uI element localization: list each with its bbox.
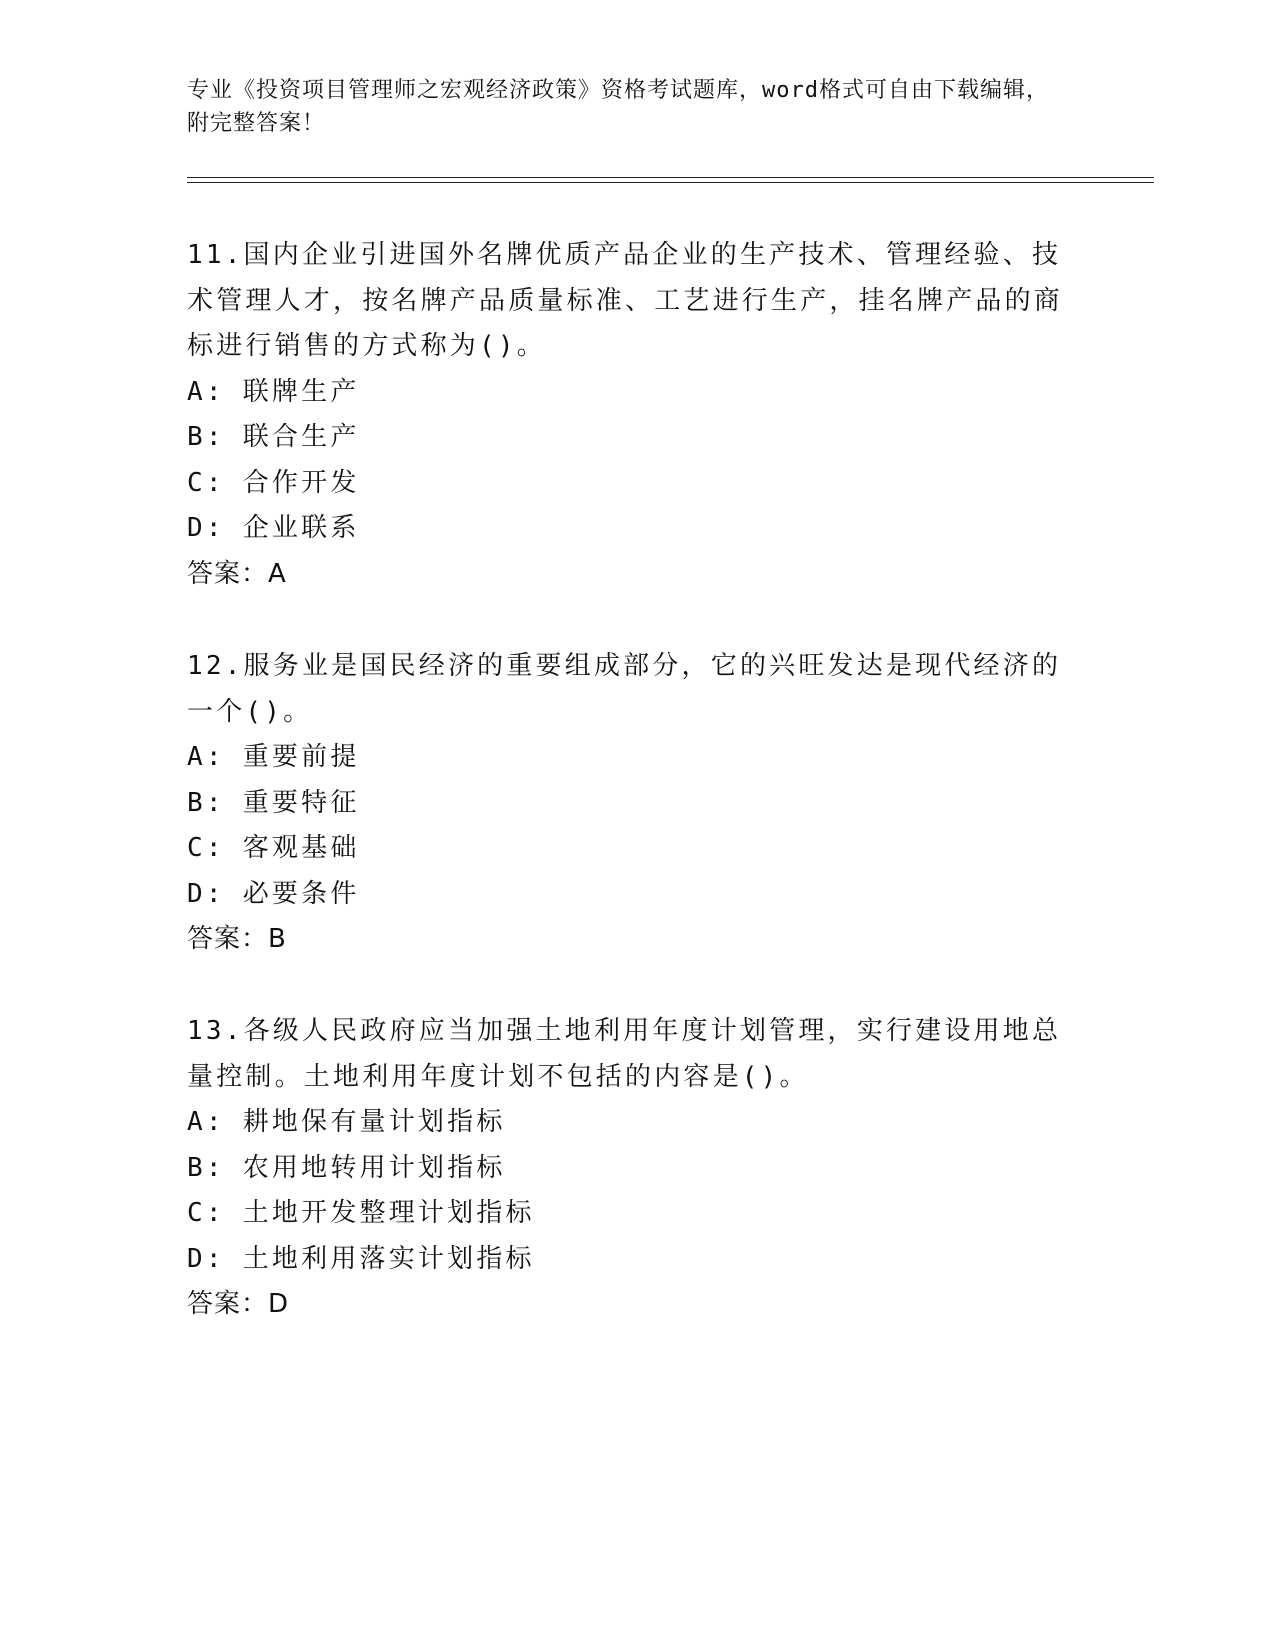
option-text: 客观基础 — [242, 833, 360, 863]
option-letter: B: — [187, 787, 225, 818]
question-12 — [187, 644, 1077, 963]
option-d — [187, 872, 1077, 918]
option-letter: D: — [187, 513, 225, 543]
option-a — [187, 370, 1077, 416]
option-a — [187, 1100, 1077, 1146]
question-stem: 13.各级人民政府应当加强土地利用年度计划管理，实行建设用地总量控制。土地利用年度计划不包括的内容是()。 — [187, 1016, 1062, 1092]
option-c — [187, 826, 1077, 872]
option-letter: A: — [187, 1107, 225, 1137]
answer-line: 答案：B — [187, 924, 287, 954]
answer-line: 答案：D — [187, 1289, 290, 1319]
option-b — [187, 1146, 1077, 1192]
option-text: 联合生产 — [242, 422, 360, 452]
question-11 — [187, 233, 1077, 597]
document-header: 专业《投资项目管理师之宏观经济政策》资格考试题库，word格式可自由下载编辑，附完整答案！ — [187, 78, 1049, 136]
option-d — [187, 1237, 1077, 1283]
option-letter: A: — [187, 742, 225, 772]
option-text: 必要条件 — [242, 878, 360, 909]
option-letter: B: — [187, 422, 225, 452]
option-letter: C: — [187, 1198, 225, 1228]
option-letter: A: — [187, 376, 225, 407]
option-d — [187, 506, 1077, 552]
question-stem: 11.国内企业引进国外名牌优质产品企业的生产技术、管理经验、技术管理人才，按名牌产品质量标准、工艺进行生产，挂名牌产品的商标进行销售的方式称为()。 — [187, 240, 1064, 361]
option-text: 合作开发 — [242, 467, 360, 498]
option-text: 耕地保有量计划指标 — [242, 1107, 506, 1137]
header-divider-bottom — [187, 182, 1154, 183]
option-c — [187, 1191, 1077, 1237]
option-letter: D: — [187, 1243, 225, 1274]
option-text: 企业联系 — [242, 513, 360, 543]
option-letter: D: — [187, 878, 225, 909]
option-text: 农用地转用计划指标 — [242, 1152, 506, 1183]
answer-line: 答案：A — [187, 558, 287, 589]
option-letter: B: — [187, 1152, 225, 1183]
option-c — [187, 461, 1077, 507]
question-13 — [187, 1009, 1077, 1328]
option-text: 重要特征 — [242, 787, 360, 818]
option-a — [187, 735, 1077, 781]
header-divider-top — [187, 177, 1154, 178]
option-letter: C: — [187, 833, 225, 863]
option-text: 土地利用落实计划指标 — [242, 1243, 535, 1274]
option-text: 联牌生产 — [242, 376, 360, 407]
option-b — [187, 415, 1077, 461]
option-text: 土地开发整理计划指标 — [242, 1198, 535, 1228]
option-b — [187, 781, 1077, 827]
question-stem: 12.服务业是国民经济的重要组成部分，它的兴旺发达是现代经济的一个()。 — [187, 651, 1062, 727]
option-text: 重要前提 — [242, 742, 360, 772]
option-letter: C: — [187, 467, 225, 498]
